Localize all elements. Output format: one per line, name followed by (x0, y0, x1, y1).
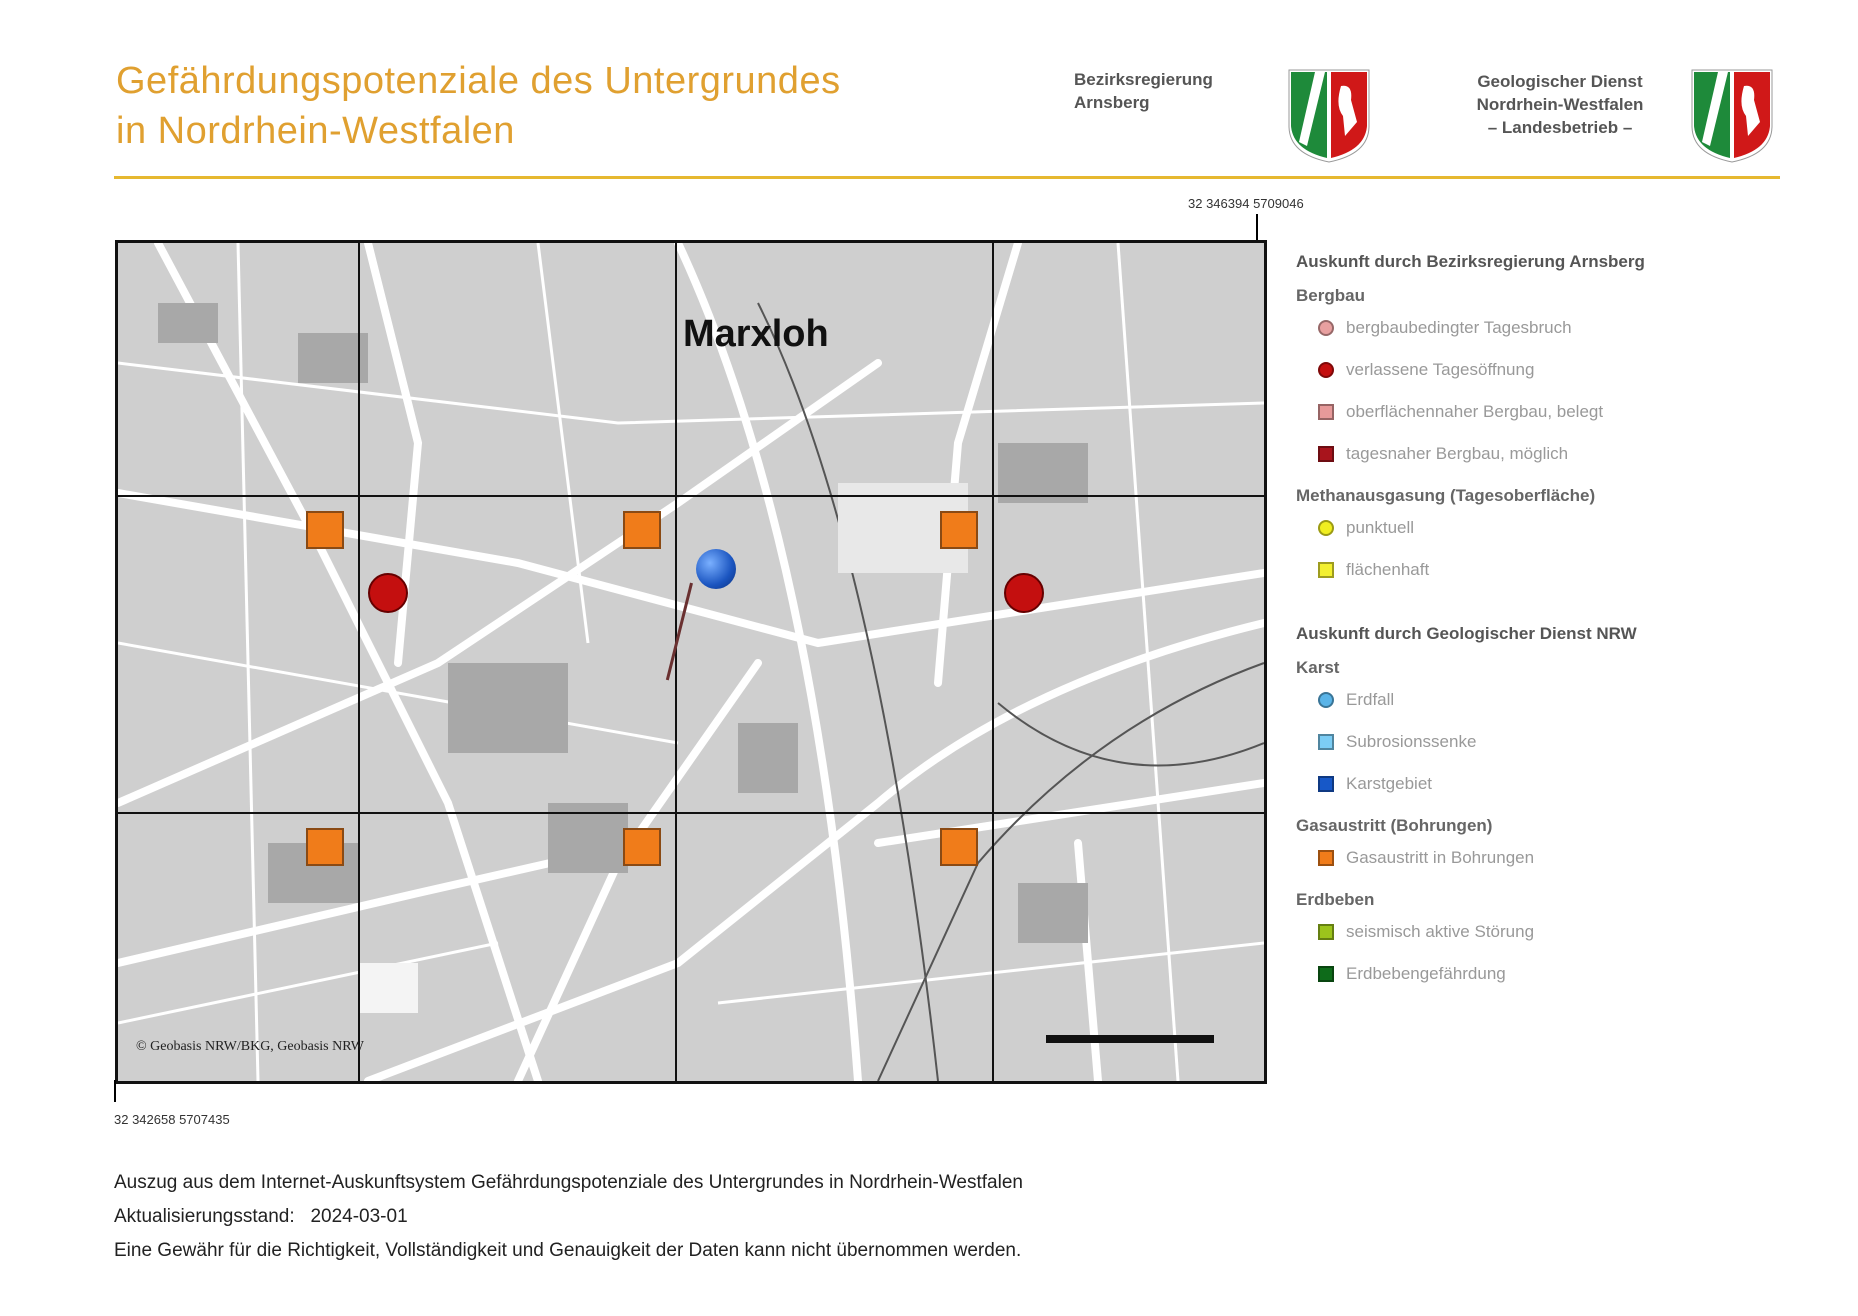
square-symbol-icon (1318, 404, 1334, 420)
org-bezirksregierung (1074, 68, 1213, 114)
legend-item (1318, 690, 1756, 710)
legend-section-heading: Auskunft durch Geologischer Dienst NRW (1296, 624, 1637, 643)
map-view[interactable] (115, 240, 1267, 1084)
gas-emission-marker[interactable] (623, 511, 661, 549)
legend-item (1318, 964, 1756, 984)
legend-item (1318, 360, 1756, 380)
footer-date (114, 1200, 1023, 1234)
legend-item (1318, 402, 1756, 422)
abandoned-shaft-marker[interactable] (1004, 573, 1044, 613)
org-geologischer-dienst (1460, 70, 1660, 139)
legend-item (1318, 318, 1756, 338)
legend-group-title: Gasaustritt (Bohrungen) (1296, 816, 1493, 835)
gas-emission-marker[interactable] (306, 828, 344, 866)
legend-group-title: Karst (1296, 658, 1340, 677)
grid-line (118, 812, 1264, 814)
circle-symbol-icon (1318, 520, 1334, 536)
circle-symbol-icon (1318, 320, 1334, 336)
legend-spacer (1296, 602, 1756, 624)
title-line-1: Gefährdungspotenziale des Untergrundes (116, 60, 841, 102)
abandoned-shaft-marker[interactable] (368, 573, 408, 613)
coord-tick (114, 1080, 116, 1102)
gas-emission-marker[interactable] (306, 511, 344, 549)
footer-disclaimer: Eine Gewähr für die Richtigkeit, Vollständigkeit und Genauigkeit der Daten kann nicht übernommen werden. (114, 1240, 1022, 1261)
legend-group-title: Methanausgasung (Tagesoberfläche) (1296, 486, 1596, 505)
legend-item (1318, 518, 1756, 538)
legend-item (1318, 560, 1756, 580)
footer (114, 1166, 1023, 1268)
square-symbol-icon (1318, 776, 1334, 792)
org1-line2: Arnsberg (1074, 93, 1150, 112)
place-label: Marxloh (683, 313, 829, 355)
grid-line (675, 243, 677, 1081)
header-divider (114, 176, 1780, 179)
square-symbol-icon (1318, 966, 1334, 982)
legend-item-label: oberflächennaher Bergbau, belegt (1346, 402, 1604, 421)
legend-item-label: Gasaustritt in Bohrungen (1346, 848, 1535, 867)
legend-item-label: Erdbebengefährdung (1346, 964, 1506, 983)
legend-item-label: bergbaubedingter Tagesbruch (1346, 318, 1572, 337)
legend-item (1318, 922, 1756, 942)
grid-line (118, 495, 1264, 497)
square-symbol-icon (1318, 924, 1334, 940)
org1-line1: Bezirksregierung (1074, 70, 1213, 89)
grid-line (992, 243, 994, 1081)
footer-source: Auszug aus dem Internet-Auskunftsystem Gefährdungspotenziale des Untergrundes in Nordrhein-Westfalen (114, 1172, 1023, 1193)
date-label: Aktualisierungsstand: (114, 1206, 295, 1227)
legend (1296, 252, 1756, 1006)
legend-item-label: Subrosionssenke (1346, 732, 1477, 751)
square-symbol-icon (1318, 562, 1334, 578)
gas-emission-marker[interactable] (940, 828, 978, 866)
page-title (116, 56, 841, 156)
circle-symbol-icon (1318, 362, 1334, 378)
grid-line (358, 243, 360, 1081)
date-value: 2024-03-01 (310, 1206, 408, 1227)
gas-emission-marker[interactable] (623, 828, 661, 866)
org2-line2: Nordrhein-Westfalen (1476, 95, 1644, 114)
legend-item (1318, 444, 1756, 464)
legend-group-title: Bergbau (1296, 286, 1365, 305)
map-copyright: © Geobasis NRW/BKG, Geobasis NRW (136, 1039, 365, 1054)
location-pin-icon[interactable] (696, 549, 736, 589)
square-symbol-icon (1318, 446, 1334, 462)
nrw-crest-icon (1688, 66, 1776, 164)
coord-bottom-left: 32 342658 5707435 (114, 1112, 230, 1127)
legend-item-label: flächenhaft (1346, 560, 1430, 579)
legend-item (1318, 732, 1756, 752)
legend-section-heading: Auskunft durch Bezirksregierung Arnsberg (1296, 252, 1645, 271)
org2-line1: Geologischer Dienst (1477, 72, 1643, 91)
org2-line3: – Landesbetrieb – (1487, 118, 1633, 137)
circle-symbol-icon (1318, 692, 1334, 708)
coord-tick (1256, 214, 1258, 240)
legend-item-label: punktuell (1346, 518, 1415, 537)
square-symbol-icon (1318, 734, 1334, 750)
legend-item-label: seismisch aktive Störung (1346, 922, 1535, 941)
scale-bar (1046, 1035, 1214, 1043)
legend-item (1318, 848, 1756, 868)
legend-item-label: verlassene Tagesöffnung (1346, 360, 1535, 379)
legend-group-title: Erdbeben (1296, 890, 1375, 909)
title-line-2: in Nordrhein-Westfalen (116, 110, 515, 152)
legend-item (1318, 774, 1756, 794)
legend-item-label: tagesnaher Bergbau, möglich (1346, 444, 1569, 463)
square-symbol-icon (1318, 850, 1334, 866)
legend-item-label: Erdfall (1346, 690, 1395, 709)
nrw-crest-icon (1285, 66, 1373, 164)
legend-item-label: Karstgebiet (1346, 774, 1432, 793)
coord-top-right: 32 346394 5709046 (1188, 196, 1304, 211)
gas-emission-marker[interactable] (940, 511, 978, 549)
map-streets (118, 243, 1264, 1081)
